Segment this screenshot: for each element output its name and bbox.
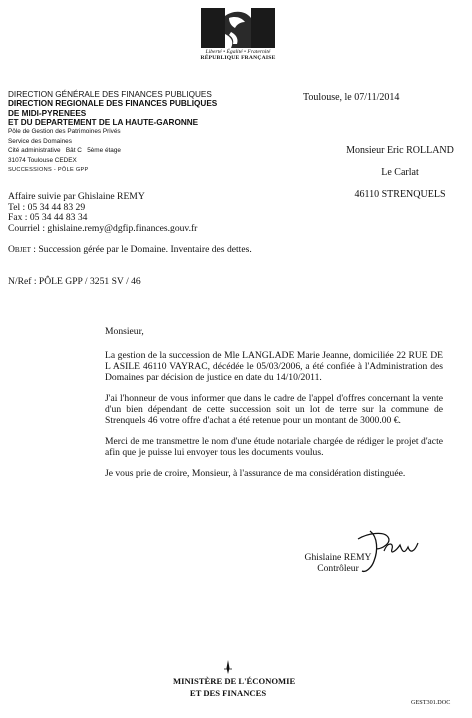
republic-label: RÉPUBLIQUE FRANÇAISE	[200, 55, 276, 61]
sender-dr-line3: ET DU DEPARTEMENT DE LA HAUTE-GARONNE	[8, 117, 199, 127]
recipient-line3: 46110 STRENQUELS	[354, 189, 446, 200]
signatory-title: Contrôleur	[317, 563, 359, 574]
recipient-line2: Le Carlat	[381, 167, 419, 178]
reference-line: N/Ref : PÔLE GPP / 3251 SV / 46	[8, 276, 141, 287]
republic-logo	[193, 8, 283, 61]
sender-unit: SUCCESSIONS - PÔLE GPP	[8, 166, 89, 173]
ministry-line1: MINISTÈRE DE L'ÉCONOMIE	[173, 676, 296, 686]
recipient-name: Monsieur Eric ROLLAND	[346, 145, 454, 156]
paragraph-2: J'ai l'honneur de vous informer que dans le cadre de l'appel d'offres concernant la vente d'un bien dépendant de cette succession soit un lot de terre sur la commune de Strenquels 46 votre offre d'achat a été retenue pour un montant de 3000.00 €.	[105, 393, 443, 426]
document-reference: GEST301.DOC	[411, 699, 451, 706]
salutation: Monsieur,	[105, 326, 144, 337]
place-date: Toulouse, le 07/11/2014	[303, 92, 400, 103]
sender-dr-line2: DE MIDI-PYRENEES	[8, 108, 87, 118]
signatory-name: Ghislaine REMY	[304, 552, 372, 563]
ministry-footer	[173, 660, 296, 699]
sender-address2: 31074 Toulouse CEDEX	[8, 156, 77, 164]
contact-email: Courriel : ghislaine.remy@dgfip.finances.gouv.fr	[8, 222, 198, 234]
sender-dg: DIRECTION GÉNÉRALE DES FINANCES PUBLIQUES	[8, 90, 212, 99]
marianne-logo-icon	[201, 8, 275, 48]
followed-by: Affaire suivie par Ghislaine REMY	[8, 191, 145, 202]
contact-block	[8, 192, 278, 234]
ministry-emblem-icon	[223, 660, 233, 674]
objet-line	[8, 245, 270, 256]
sender-service: Service des Domaines	[8, 137, 72, 145]
sender-pole: Pôle de Gestion des Patrimoines Privés	[8, 128, 121, 136]
objet-text: : Succession gérée par le Domaine. Inventaire des dettes.	[30, 244, 252, 255]
sender-dr-line1: DIRECTION REGIONALE DES FINANCES PUBLIQUES	[8, 99, 218, 109]
sender-address1: Cité administrative Bât C 5ème étage	[8, 147, 121, 155]
republic-motto: Liberté • Égalité • Fraternité	[205, 49, 271, 55]
sender-block	[8, 90, 258, 175]
paragraph-1: La gestion de la succession de Mle LANGLADE Marie Jeanne, domiciliée 22 RUE DE L ASILE 46110 VAYRAC, décédée le 05/03/2006, a été confiée à l'Administration des Domaines par décision de justice en date du 14/10/2011.	[105, 350, 443, 383]
contact-tel: Tel : 05 34 44 83 29	[8, 201, 86, 213]
contact-fax: Fax : 05 34 44 83 34	[8, 212, 88, 223]
letter-body	[105, 326, 443, 489]
objet-label: Objet	[8, 244, 31, 255]
signatory-block	[298, 552, 378, 574]
recipient-block	[330, 140, 470, 206]
paragraph-4: Je vous prie de croire, Monsieur, à l'assurance de ma considération distinguée.	[105, 468, 406, 479]
paragraph-3: Merci de me transmettre le nom d'une étude notariale chargée de rédiger le projet d'acte afin que je puisse lui envoyer tous les documents voulus.	[105, 436, 443, 458]
ministry-line2: ET DES FINANCES	[189, 687, 267, 698]
